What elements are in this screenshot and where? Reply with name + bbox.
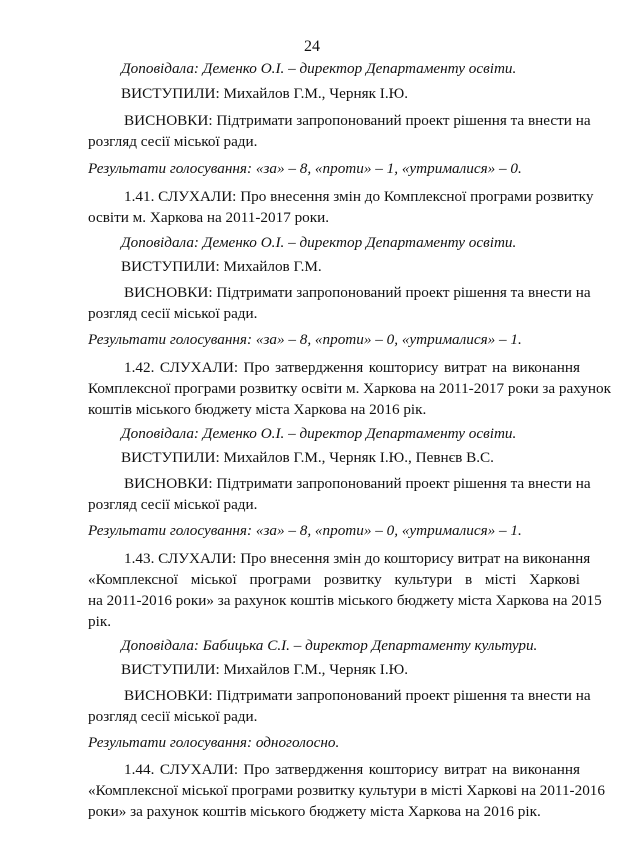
reporter-line: Доповідала: Деменко О.І. – директор Департаменту освіти.	[121, 60, 517, 77]
heard-line: роки» за рахунок коштів міського бюджету міста Харкова на 2016 рік.	[88, 803, 541, 820]
reporter-line: Доповідала: Деменко О.І. – директор Департаменту освіти.	[121, 234, 517, 251]
speakers-line: ВИСТУПИЛИ: Михайлов Г.М., Черняк І.Ю., Певнєв В.С.	[121, 449, 494, 466]
heard-line: Комплексної програми розвитку освіти м. Харкова на 2011-2017 роки за рахунок	[88, 380, 611, 397]
conclusions-line: ВИСНОВКИ: Підтримати запропонований проект рішення та внести на	[124, 112, 591, 129]
speakers-line: ВИСТУПИЛИ: Михайлов Г.М., Черняк І.Ю.	[121, 85, 409, 102]
heard-line: рік.	[88, 613, 111, 630]
conclusions-line: розгляд сесії міської ради.	[88, 708, 258, 725]
reporter-line: Доповідала: Бабицька С.І. – директор Департаменту культури.	[121, 637, 538, 654]
heard-line: коштів міського бюджету міста Харкова на 2016 рік.	[88, 401, 427, 418]
conclusions-line: розгляд сесії міської ради.	[88, 496, 258, 513]
vote-result: Результати голосування: «за» – 8, «проти» – 0, «утрималися» – 1.	[88, 522, 522, 539]
conclusions-line: ВИСНОВКИ: Підтримати запропонований проект рішення та внести на	[124, 284, 591, 301]
heard-line: 1.42. СЛУХАЛИ: Про затвердження кошторису витрат на виконання	[124, 359, 580, 376]
heard-line: «Комплексної міської програми розвитку культури в місті Харкові	[88, 571, 580, 588]
conclusions-line: розгляд сесії міської ради.	[88, 305, 258, 322]
speakers-line: ВИСТУПИЛИ: Михайлов Г.М.	[121, 258, 322, 275]
vote-result: Результати голосування: «за» – 8, «проти» – 1, «утрималися» – 0.	[88, 160, 522, 177]
conclusions-line: ВИСНОВКИ: Підтримати запропонований проект рішення та внести на	[124, 475, 591, 492]
speakers-line: ВИСТУПИЛИ: Михайлов Г.М., Черняк І.Ю.	[121, 661, 409, 678]
heard-line: освіти м. Харкова на 2011-2017 роки.	[88, 209, 330, 226]
heard-line: «Комплексної міської програми розвитку культури в місті Харкові на 2011-2016	[88, 782, 605, 799]
heard-line: 1.44. СЛУХАЛИ: Про затвердження кошторису витрат на виконання	[124, 761, 580, 778]
conclusions-line: ВИСНОВКИ: Підтримати запропонований проект рішення та внести на	[124, 687, 591, 704]
page-number: 24	[304, 38, 320, 55]
heard-line: 1.41. СЛУХАЛИ: Про внесення змін до Комплексної програми розвитку	[124, 188, 594, 205]
vote-result: Результати голосування: «за» – 8, «проти» – 0, «утрималися» – 1.	[88, 331, 522, 348]
heard-line: 1.43. СЛУХАЛИ: Про внесення змін до кошторису витрат на виконання	[124, 550, 591, 567]
heard-line: на 2011-2016 роки» за рахунок коштів міського бюджету міста Харкова на 2015	[88, 592, 602, 609]
vote-result: Результати голосування: одноголосно.	[88, 734, 340, 751]
reporter-line: Доповідала: Деменко О.І. – директор Департаменту освіти.	[121, 425, 517, 442]
conclusions-line: розгляд сесії міської ради.	[88, 133, 258, 150]
